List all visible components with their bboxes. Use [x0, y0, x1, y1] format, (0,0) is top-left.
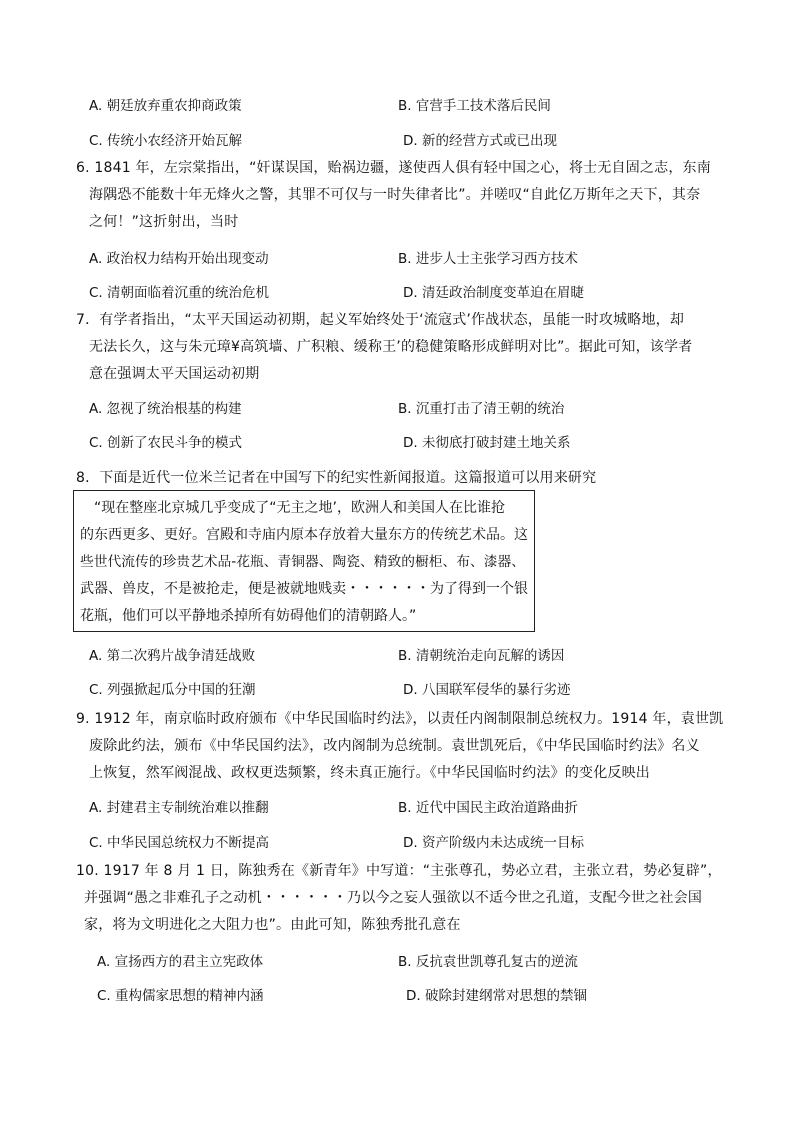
- q7-option-c[interactable]: C. 创新了农民斗争的模式: [89, 435, 243, 451]
- q10-option-d[interactable]: D. 破除封建纲常对思想的禁锢: [406, 988, 587, 1004]
- q9-stem-line-3: 上恢复，然军阀混战、政权更迭频繁，终未真正施行。《中华民国临时约法》的变化反映出: [89, 765, 650, 781]
- q9-option-a[interactable]: A. 封建君主专制统治难以推翻: [89, 800, 269, 816]
- q8-quote-line-3: 些世代流传的珍贵艺术品-花瓶、青铜器、陶瓷、精致的橱柜、布、漆器、: [80, 554, 525, 570]
- q7-stem-line-1: 7．有学者指出，“太平天国运动初期，起义军始终处于‘流寇式’作战状态，虽能一时攻城略地，却: [76, 312, 685, 328]
- q5-option-b[interactable]: B. 官营手工技术落后民间: [398, 98, 551, 114]
- q9-option-d[interactable]: D. 资产阶级内未达成统一目标: [403, 835, 584, 851]
- q8-option-d[interactable]: D. 八国联军侵华的暴行劣迹: [403, 682, 571, 698]
- q7-option-a[interactable]: A. 忽视了统治根基的构建: [89, 401, 242, 417]
- q8-option-c[interactable]: C. 列强掀起瓜分中国的狂潮: [89, 682, 256, 698]
- q10-option-a[interactable]: A. 宣扬西方的君主立宪政体: [97, 954, 264, 970]
- q9-stem-line-2: 废除此约法，颁布《中华民国约法》，改内阁制为总统制。袁世凯死后，《中华民国临时约法》名义: [89, 738, 700, 754]
- q6-option-d[interactable]: D. 清廷政治制度变革迫在眉睫: [403, 285, 584, 301]
- q5-option-d[interactable]: D. 新的经营方式或已出现: [403, 133, 557, 149]
- q7-stem-line-3: 意在强调太平天国运动初期: [89, 366, 260, 382]
- q9-stem-line-1: 9. 1912 年，南京临时政府颁布《中华民国临时约法》，以责任内阁制限制总统权力。1914 年，袁世凯: [76, 711, 724, 727]
- q10-option-b[interactable]: B. 反抗袁世凯尊孔复古的逆流: [398, 954, 578, 970]
- q6-option-a[interactable]: A. 政治权力结构开始出现变动: [89, 251, 269, 267]
- q10-stem-line-1: 10. 1917 年 8 月 1 日，陈独秀在《新青年》中写道：“主张尊孔，势必立君，主张立君，势必复辟”，: [76, 863, 722, 879]
- q6-stem-line-1: 6. 1841 年，左宗棠指出，“奸谋误国，贻祸边疆，遂使西人俱有轻中国之心，将士无自固之志，东南: [76, 160, 711, 176]
- q8-quote-line-4: 武器、兽皮，不是被抢走，便是被就地贱卖・・・・・・为了得到一个银: [80, 581, 528, 597]
- q8-quote-line-1: “现在整座北京城几乎变成了“无主之地’，欧洲人和美国人在比谁抢: [94, 500, 505, 516]
- q10-stem-line-2: 并强调“愚之非难孔子之动机・・・・・・乃以今之妄人强欲以不适今世之孔道，支配今世之社会国: [84, 890, 703, 906]
- q8-quote-line-2: 的东西更多、更好。宫殿和寺庙内原本存放着大量东方的传统艺术品。这: [80, 527, 528, 543]
- q7-stem-line-2: 无法长久，这与朱元璋¥高筑墙、广积粮、缓称王’的稳健策略形成鲜明对比”。据此可知，该学者: [89, 339, 693, 355]
- q7-option-d[interactable]: D. 未彻底打破封建土地关系: [403, 435, 571, 451]
- q6-option-b[interactable]: B. 进步人士主张学习西方技术: [398, 251, 578, 267]
- q5-option-c[interactable]: C. 传统小农经济开始瓦解: [89, 133, 243, 149]
- q6-stem-line-2: 海隅恐不能数十年无烽火之警，其罪不可仅与一时失律者比”。并嗟叹“自此亿万斯年之天下，其奈: [89, 187, 701, 203]
- q8-quote-box: [73, 490, 535, 632]
- q7-option-b[interactable]: B. 沉重打击了清王朝的统治: [398, 401, 565, 417]
- q9-option-b[interactable]: B. 近代中国民主政治道路曲折: [398, 800, 578, 816]
- q9-option-c[interactable]: C. 中华民国总统权力不断提高: [89, 835, 270, 851]
- q6-stem-line-3: 之何！”这折射出，当时: [89, 214, 239, 230]
- q8-option-a[interactable]: A. 第二次鸦片战争清廷战败: [89, 648, 256, 664]
- q8-option-b[interactable]: B. 清朝统治走向瓦解的诱因: [398, 648, 565, 664]
- q10-stem-line-3: 家，将为文明进化之大阻力也”。由此可知，陈独秀批孔意在: [84, 917, 461, 933]
- q8-stem: 8．下面是近代一位米兰记者在中国写下的纪实性新闻报道。这篇报道可以用来研究: [76, 470, 597, 486]
- q8-quote-line-5: 花瓶，他们可以平静地杀掉所有妨碍他们的清朝路人。”: [80, 608, 417, 624]
- q10-option-c[interactable]: C. 重构儒家思想的精神内涵: [97, 988, 264, 1004]
- q5-option-a[interactable]: A. 朝廷放弃重农抑商政策: [89, 98, 242, 114]
- q6-option-c[interactable]: C. 清朝面临着沉重的统治危机: [89, 285, 270, 301]
